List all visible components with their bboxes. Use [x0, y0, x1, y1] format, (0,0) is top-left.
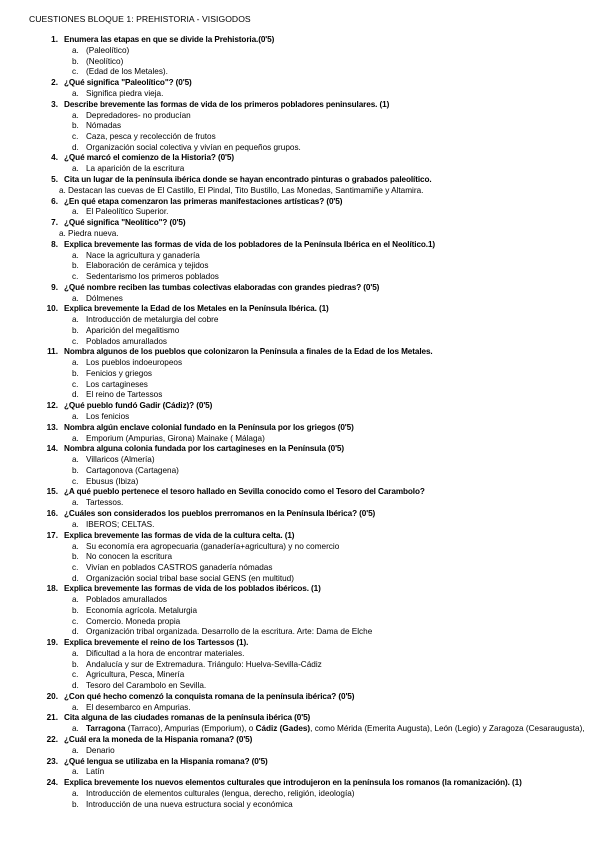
question-item: [0, 100, 600, 154]
question-number: 14.: [46, 444, 58, 454]
question-text: Explica brevemente los nuevos elementos culturales que introdujeron en la península los romanos (la romanización). (1): [64, 778, 522, 788]
answer-text: Vivían en poblados CASTROS ganadería nómadas: [86, 562, 273, 572]
answer-marker: a.: [72, 595, 79, 605]
question-item: [0, 778, 600, 810]
answer-marker: a.: [72, 455, 79, 465]
answer-marker: c.: [72, 616, 79, 626]
question-text: Enumera las etapas en que se divide la Prehistoria.(0'5): [64, 35, 275, 44]
answer-text: Elaboración de cerámica y tejidos: [86, 261, 209, 271]
answer-item: [0, 520, 600, 531]
question-text: ¿Qué significa "Paleolítico"? (0'5): [64, 78, 192, 88]
question-number: 21.: [46, 713, 58, 723]
question-text: ¿Qué pueblo fundó Gadir (Cádiz)? (0'5): [64, 401, 213, 411]
answer-text: Organización social colectiva y vivían en pequeños grupos.: [86, 142, 301, 152]
answer-text: Comercio. Moneda propia: [86, 616, 181, 626]
answer-list: [0, 542, 600, 585]
answer-text: No conocen la escritura: [86, 552, 173, 562]
answer-item: [0, 57, 600, 68]
question-number: 9.: [51, 282, 58, 292]
answer-item: [0, 294, 600, 305]
question-number: 12.: [46, 401, 58, 411]
answer-marker: b.: [72, 799, 79, 809]
question-item: [0, 638, 600, 692]
question-number: 22.: [46, 734, 58, 744]
answer-marker: a.: [72, 412, 79, 422]
answer-list: [0, 164, 600, 175]
answer-list: [0, 434, 600, 445]
answer-item: [0, 46, 600, 57]
answer-list: [0, 724, 600, 735]
question-number: 20.: [46, 691, 58, 701]
answer-item: [0, 326, 600, 337]
answer-text: Aparición del megalitismo: [86, 326, 180, 336]
question-item: [0, 197, 600, 219]
question-number: 2.: [51, 78, 58, 88]
answer-marker: b.: [72, 465, 79, 475]
answer-item: [0, 498, 600, 509]
answer-item: [0, 627, 600, 638]
answer-text: Poblados amurallados: [86, 595, 168, 605]
answer-text: Latín: [86, 767, 105, 777]
answer-item: [0, 111, 600, 122]
answer-marker: a.: [72, 767, 79, 777]
question-number: 3.: [51, 99, 58, 109]
answer-marker: d.: [72, 573, 79, 583]
answer-item: [0, 595, 600, 606]
question-item: [0, 347, 600, 401]
answer-item: [0, 767, 600, 778]
answer-list: [0, 595, 600, 638]
answer-text: El desembarco en Ampurias.: [86, 702, 191, 712]
answer-marker: b.: [72, 659, 79, 669]
answer-list: [0, 789, 600, 810]
answer-item: [0, 186, 600, 197]
answer-item: [0, 660, 600, 671]
answer-item: [0, 606, 600, 617]
answer-marker: b.: [72, 605, 79, 615]
answer-text: Villaricos (Almería): [86, 455, 155, 465]
question-text: Nombra alguna colonia fundada por los cartagineses en la Península (0'5): [64, 444, 345, 454]
question-item: [0, 444, 600, 487]
answer-item: [0, 315, 600, 326]
question-text: Explica brevemente las formas de vida de los poblados ibéricos. (1): [64, 584, 321, 594]
answer-text: Organización social tribal base social GENS (en multitud): [86, 573, 294, 583]
answer-marker: b.: [72, 261, 79, 271]
question-item: [0, 713, 600, 735]
answer-text: (Edad de los Metales).: [86, 67, 168, 77]
answer-list: [0, 649, 600, 692]
answer-item: [0, 272, 600, 283]
question-number: 19.: [46, 638, 58, 648]
answer-text: Tarragona (Tarraco), Ampurias (Emporium), o Cádiz (Gades), como Mérida (Emerita Augusta), León (Legio) y Zaragoza (Cesaraugusta),: [86, 724, 585, 734]
question-text: Explica brevemente la Edad de los Metales en la Península Ibérica. (1): [64, 304, 329, 314]
answer-marker: a.: [72, 45, 79, 55]
question-text: Explica brevemente las formas de vida de los pobladores de la Península Ibérica en el Neolítico.1): [64, 239, 436, 249]
answer-list: [0, 520, 600, 531]
answer-list: [0, 186, 600, 197]
answer-item: [0, 681, 600, 692]
answer-item: [0, 412, 600, 423]
answer-text: Piedra nueva.: [68, 229, 119, 239]
answer-marker: a.: [72, 745, 79, 755]
answer-marker: a.: [72, 164, 79, 174]
question-item: [0, 757, 600, 779]
answer-marker: a.: [72, 648, 79, 658]
answer-list: [0, 207, 600, 218]
answer-list: [0, 412, 600, 423]
answer-text: Depredadores- no producían: [86, 110, 191, 120]
answer-marker: b.: [72, 552, 79, 562]
answer-item: [0, 746, 600, 757]
question-list: [0, 35, 600, 811]
question-number: 8.: [51, 239, 58, 249]
answer-list: [0, 703, 600, 714]
answer-marker: a.: [72, 315, 79, 325]
answer-list: [0, 89, 600, 100]
answer-text: Introducción de una nueva estructura social y económica: [86, 799, 293, 809]
question-text: Nombra algunos de los pueblos que colonizaron la Península a finales de la Edad de los Metales.: [64, 347, 433, 357]
question-item: [0, 35, 600, 78]
question-number: 24.: [46, 778, 58, 788]
answer-marker: a.: [72, 358, 79, 368]
question-number: 4.: [51, 153, 58, 163]
answer-item: [0, 121, 600, 132]
question-item: [0, 153, 600, 175]
answer-text: Tesoro del Carambolo en Sevilla.: [86, 681, 207, 691]
answer-text: Los pueblos indoeuropeos: [86, 358, 183, 368]
answer-text: Los cartagineses: [86, 379, 148, 389]
question-number: 10.: [46, 304, 58, 314]
answer-text: El reino de Tartessos: [86, 390, 163, 400]
answer-list: [0, 455, 600, 487]
answer-item: [0, 143, 600, 154]
question-item: [0, 531, 600, 585]
question-text: ¿A qué pueblo pertenece el tesoro hallado en Sevilla conocido como el Tesoro del Carambolo?: [64, 487, 425, 497]
answer-marker: c.: [72, 131, 79, 141]
answer-marker: c.: [72, 67, 79, 77]
page-title: CUESTIONES BLOQUE 1: PREHISTORIA - VISIGODOS: [29, 14, 251, 24]
question-text: Explica brevemente las formas de vida de la cultura celta. (1): [64, 530, 295, 540]
question-text: ¿Cuáles son considerados los pueblos prerromanos en la Península Ibérica? (0'5): [64, 508, 376, 518]
question-item: [0, 487, 600, 509]
answer-text: Nace la agricultura y ganadería: [86, 250, 200, 260]
answer-text: Destacan las cuevas de El Castillo, El Pindal, Tito Bustillo, Las Monedas, Santimamiñe y Altamira.: [68, 185, 424, 195]
answer-text: Introducción de metalurgia del cobre: [86, 315, 219, 325]
answer-item: [0, 369, 600, 380]
question-number: 5.: [51, 174, 58, 184]
answer-text: Dólmenes: [86, 293, 123, 303]
answer-marker: a.: [72, 293, 79, 303]
answer-item: [0, 552, 600, 563]
answer-list: [0, 229, 600, 240]
answer-item: [0, 132, 600, 143]
answer-text: Significa piedra vieja.: [86, 88, 164, 98]
answer-text: Los fenicios: [86, 412, 130, 422]
question-text: ¿Qué marcó el comienzo de la Historia? (0'5): [64, 153, 234, 163]
answer-marker: c.: [72, 562, 79, 572]
answer-item: [0, 380, 600, 391]
answer-item: [0, 164, 600, 175]
answer-marker: b.: [72, 56, 79, 66]
question-number: 1.: [51, 35, 58, 44]
answer-item: [0, 800, 600, 811]
answer-item: [0, 337, 600, 348]
answer-text: Andalucía y sur de Extremadura. Triángulo: Huelva-Sevilla-Cádiz: [86, 659, 322, 669]
answer-marker: a.: [72, 789, 79, 799]
question-item: [0, 401, 600, 423]
question-number: 18.: [46, 584, 58, 594]
answer-text: Introducción de elementos culturales (lengua, derecho, religión, ideología): [86, 789, 355, 799]
answer-item: [0, 89, 600, 100]
answer-marker: a.: [72, 207, 79, 217]
answer-text: Economía agrícola. Metalurgia: [86, 605, 198, 615]
question-number: 11.: [47, 347, 58, 357]
question-item: [0, 509, 600, 531]
question-item: [0, 584, 600, 638]
answer-item: [0, 261, 600, 272]
question-text: Describe brevemente las formas de vida de los primeros pobladores peninsulares. (1): [64, 99, 390, 109]
answer-text: (Neolítico): [86, 56, 124, 66]
answer-text: Sedentarismo los primeros poblados: [86, 272, 219, 282]
answer-item: [0, 649, 600, 660]
question-item: [0, 175, 600, 197]
answer-item: [0, 789, 600, 800]
answer-item: [0, 434, 600, 445]
question-text: Cita un lugar de la península ibérica donde se hayan encontrado pinturas o grabados paleolítico.: [64, 174, 432, 184]
answer-text: El Paleolítico Superior.: [86, 207, 169, 217]
question-item: [0, 240, 600, 283]
answer-text: Dificultad a la hora de encontrar materiales.: [86, 648, 245, 658]
answer-item: [0, 703, 600, 714]
answer-text: Cartagonova (Cartagena): [86, 465, 179, 475]
answer-list: [0, 746, 600, 757]
answer-item: [0, 67, 600, 78]
answer-marker: c.: [72, 336, 79, 346]
answer-item: [0, 563, 600, 574]
answer-list: [0, 358, 600, 401]
answer-text: Tartessos.: [86, 498, 124, 508]
question-item: [0, 304, 600, 347]
answer-marker: c.: [72, 476, 79, 486]
answer-text: La aparición de la escritura: [86, 164, 185, 174]
answer-text: Emporium (Ampurias, Girona) Mainake ( Málaga): [86, 433, 265, 443]
answer-item: [0, 670, 600, 681]
question-item: [0, 218, 600, 240]
answer-marker: b.: [72, 121, 79, 131]
question-text: Cita alguna de las ciudades romanas de la península ibérica (0'5): [64, 713, 311, 723]
answer-list: [0, 315, 600, 347]
answer-marker: a.: [59, 185, 66, 195]
answer-list: [0, 498, 600, 509]
answer-list: [0, 46, 600, 78]
answer-marker: c.: [72, 379, 79, 389]
answer-marker: a.: [72, 250, 79, 260]
question-item: [0, 423, 600, 445]
answer-text: Poblados amurallados: [86, 336, 168, 346]
answer-text: Denario: [86, 745, 115, 755]
answer-item: [0, 207, 600, 218]
question-text: ¿En qué etapa comenzaron las primeras manifestaciones artísticas? (0'5): [64, 196, 343, 206]
question-item: [0, 735, 600, 757]
answer-marker: a.: [59, 229, 66, 239]
question-number: 7.: [51, 218, 58, 228]
answer-list: [0, 294, 600, 305]
answer-marker: a.: [72, 541, 79, 551]
question-text: ¿Qué lengua se utilizaba en la Hispania romana? (0'5): [64, 756, 268, 766]
answer-item: [0, 229, 600, 240]
question-number: 6.: [51, 196, 58, 206]
question-number: 15.: [46, 487, 58, 497]
answer-text: Nómadas: [86, 121, 122, 131]
answer-item: [0, 390, 600, 401]
answer-marker: a.: [72, 519, 79, 529]
answer-item: [0, 358, 600, 369]
answer-marker: a.: [72, 724, 79, 734]
question-text: Explica brevemente el reino de los Tartessos (1).: [64, 638, 249, 648]
answer-marker: d.: [72, 627, 79, 637]
answer-item: [0, 455, 600, 466]
question-item: [0, 283, 600, 305]
question-text: ¿Qué nombre reciben las tumbas colectivas elaboradas con grandes piedras? (0'5): [64, 282, 380, 292]
answer-marker: d.: [72, 142, 79, 152]
answer-item: [0, 574, 600, 585]
answer-marker: a.: [72, 702, 79, 712]
answer-list: [0, 111, 600, 154]
answer-marker: d.: [72, 681, 79, 691]
answer-marker: c.: [72, 670, 79, 680]
answer-marker: a.: [72, 110, 79, 120]
question-number: 17.: [46, 530, 58, 540]
question-text: ¿Con qué hecho comenzó la conquista romana de la península ibérica? (0'5): [64, 691, 355, 701]
answer-marker: a.: [72, 498, 79, 508]
answer-text: Organización tribal organizada. Desarrollo de la escritura. Arte: Dama de Elche: [86, 627, 373, 637]
question-number: 16.: [46, 508, 58, 518]
question-number: 13.: [46, 422, 58, 432]
answer-text: Su economía era agropecuaria (ganadería+agricultura) y no comercio: [86, 541, 340, 551]
answer-text: (Paleolítico): [86, 45, 130, 55]
question-text: ¿Cuál era la moneda de la Hispania romana? (0'5): [64, 734, 253, 744]
answer-marker: c.: [72, 272, 79, 282]
answer-text: Fenicios y griegos: [86, 369, 152, 379]
answer-item: [0, 251, 600, 262]
question-item: [0, 78, 600, 100]
answer-marker: d.: [72, 390, 79, 400]
answer-list: [0, 767, 600, 778]
answer-item: [0, 466, 600, 477]
answer-text: Caza, pesca y recolección de frutos: [86, 131, 216, 141]
question-number: 23.: [46, 756, 58, 766]
answer-marker: b.: [72, 326, 79, 336]
question-item: [0, 692, 600, 714]
answer-text: IBEROS; CELTAS.: [86, 519, 155, 529]
answer-text: Agricultura, Pesca, Minería: [86, 670, 185, 680]
answer-item: [0, 724, 600, 735]
answer-item: [0, 542, 600, 553]
answer-marker: a.: [72, 88, 79, 98]
answer-list: [0, 251, 600, 283]
answer-item: [0, 477, 600, 488]
answer-text: Ebusus (Ibiza): [86, 476, 139, 486]
answer-item: [0, 617, 600, 628]
question-text: ¿Qué significa "Neolítico"? (0'5): [64, 218, 186, 228]
answer-marker: a.: [72, 433, 79, 443]
question-text: Nombra algún enclave colonial fundado en la Península por los griegos (0'5): [64, 422, 354, 432]
answer-marker: b.: [72, 369, 79, 379]
